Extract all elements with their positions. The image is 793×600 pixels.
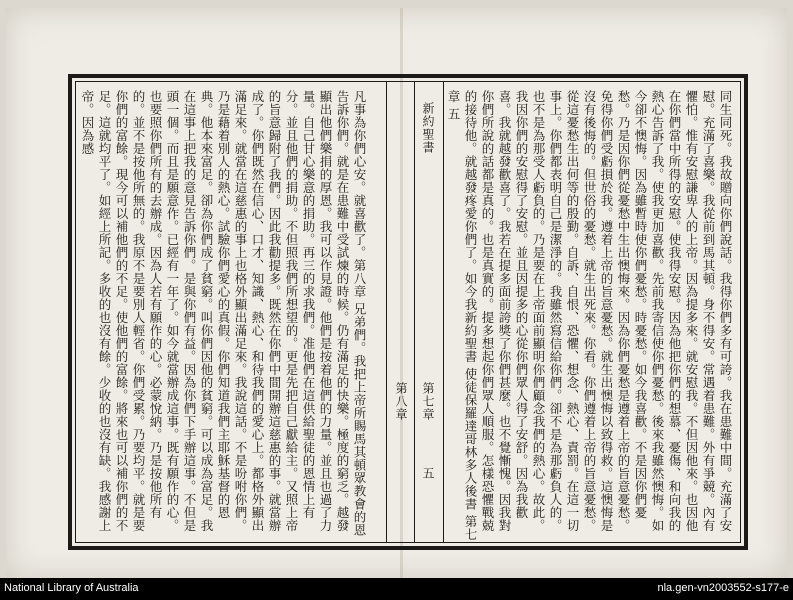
center-chapter-eight: 第八章 [394, 382, 408, 421]
footer-source: National Library of Australia [4, 582, 139, 594]
document-sheet [6, 8, 787, 578]
center-book-title: 新約聖書 [421, 102, 435, 154]
text-frame [68, 74, 748, 550]
right-text-block: 同生同死。我故贈向你們說話。我得你們多有可誇。我在患難中間。充滿了安慰。充滿了喜樂。我從前到馬其頓。身不得安。常遇着患難。外有爭競。內有懼怕。惟有安慰謙卑人的上帝。因為提多來。就安慰我。不但因他來。也因他在你們當中所得的安慰。使我得安慰。因為他把你們的想慕、憂傷、和向我的熱心告訴了我。使我更加喜歡。先前我寄信使你們憂愁。後來我雖然懊悔。如今卻不懊悔。因為雖暫時使你們憂愁。時憂愁。如今我喜歡。不是因你們憂愁。乃是因你們從憂愁中生出懊悔來。因為你們憂愁是遵着上帝的旨意憂愁。免得你們受虧損於我。遵着上帝的旨意憂愁。就生出懊悔以致得救。這懊悔是沒有後悔的。但世俗的憂愁。就生出死來。你看。你們遵着上帝的旨意憂愁。從這憂愁生出何等的殷勤。自訴、自恨、恐懼、想念、熱心、責罰。在這一切事上。你們都表明自己是潔淨的。我雖然寫信給你們。卻不是為那虧負人的。也不是為那受人虧負的。乃是要在上帝面前顯明你們顧念我們的熱心。故此。我因你們的安慰得了安慰。並且因提多的心從你們眾人得了安舒。因為我歡喜。我就越發歡喜了。我若在提多面前誇獎了你們甚麼。也不覺慚愧。因我對你們所說的話都是真的。也是真實的。提多想起你們眾人順服。怎樣恐懼戰兢的接待他。就越發疼愛你們了。如今我新約聖書 使徒保羅達哥林多人後書 第七章 五 [446, 90, 733, 541]
footer-identifier: nla.gen-vn2003552-s177-e [657, 582, 789, 594]
left-text-block: 凡事為你們心安。就喜歡了。第八章 兄弟們。我把上帝所賜馬其頓眾教會的恩告訴你們。就是在患難中受試煉的時候。仍有滿足的快樂。極度的窮乏。越發顯出他們樂捐的厚恩。我可以作見證。他們是按着他們的力量。並且也過了力量。自己甘心樂意的捐助。再三的求我們。准他們在這供給聖徒的恩情上有分。並且他們的捐助。不但照我們所想望的。更是先把自己獻給主。又照上帝的旨意歸附了我們。因此我勸提多。既然在你們中間開辦這慈惠的事。就當辦成了。你們既然在信心、口才、知識、熱心、和待我們的愛心上。都格外顯出滿足來。就當在這慈惠的事上也格外顯出滿足來。我說這話。不是吩咐你們。乃是藉着別人的熱心。試驗你們愛心的真假。你們知道我們主耶穌基督的恩典。他本來富足。卻為你們成了貧窮。叫你們因他的貧窮。可以成為富足。我在這事上把我的意見告訴你們。是與你們有益。因為你們下手辦這事。不但是頭一個。而且是願意作。已經有一年了。如今就當辦成這事。既有願作的心。也要照你們所有的去辦成。因為人若有願作的心。必蒙悅納。乃是按他所有的。並不是按他所無的。我原不是要別人輕省。你們受累。乃要均平。就是要你們的富餘。現今可以補他們的不足。使他們的富餘。將來也可以補你們的不足。這就均平了。如經上所記。多收的也沒有餘。少收的也沒有缺。我感謝上帝。因為感 [80, 90, 367, 537]
footer-bar [0, 578, 793, 600]
center-band [386, 82, 444, 542]
page-number: 五 [421, 467, 435, 480]
center-chapter-seven: 第七章 [421, 382, 435, 421]
